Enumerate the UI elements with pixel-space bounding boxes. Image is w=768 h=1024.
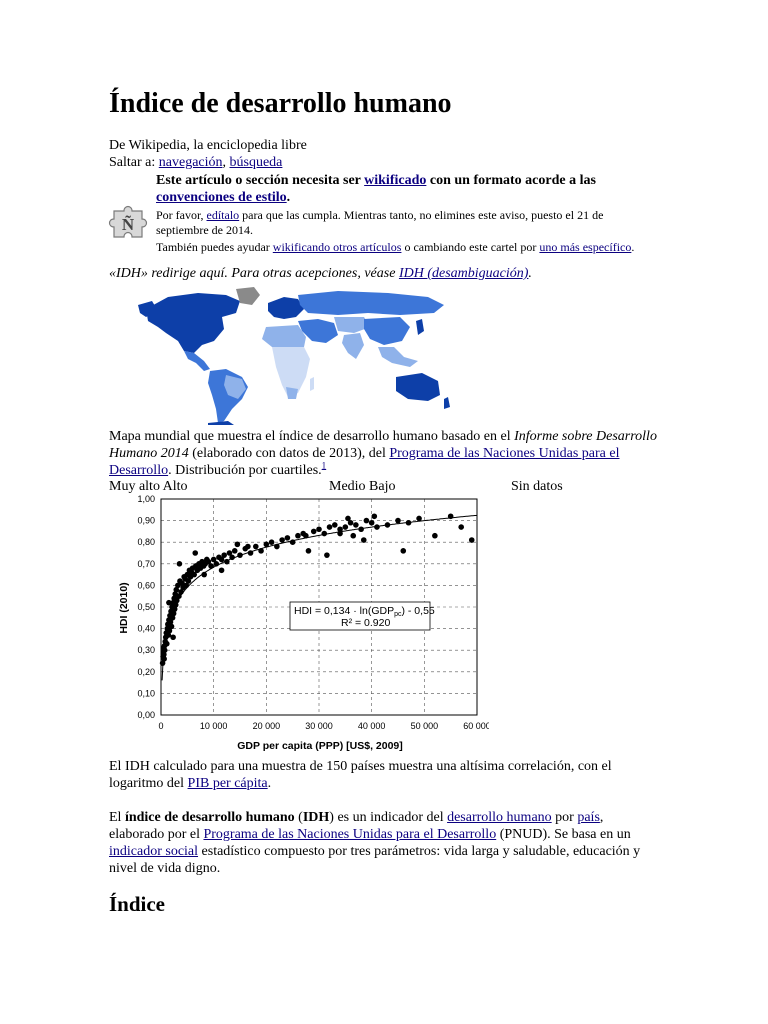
scatter-point bbox=[469, 537, 475, 543]
intro-paragraph bbox=[109, 809, 661, 877]
notice-help-mid: o cambiando este cartel por bbox=[401, 240, 540, 254]
scatter-point bbox=[311, 529, 317, 535]
scatter-point bbox=[169, 624, 175, 630]
y-tick-label: 0,20 bbox=[137, 666, 155, 677]
notice-line-edit bbox=[156, 208, 656, 238]
undp-link-caption[interactable]: Programa de las Naciones Unidas para el Desarrollo bbox=[109, 446, 620, 478]
hatnote-end: . bbox=[528, 266, 532, 281]
scatter-point bbox=[372, 513, 378, 519]
y-tick-label: 0,90 bbox=[137, 515, 155, 526]
map-north-america bbox=[146, 293, 240, 353]
y-tick-label: 0,50 bbox=[137, 602, 155, 612]
navigation-link[interactable]: navegación bbox=[158, 155, 223, 170]
y-tick-label: 0,80 bbox=[137, 537, 155, 548]
notice-title-end: . bbox=[286, 190, 291, 205]
edit-link[interactable]: edítalo bbox=[206, 208, 240, 222]
search-link[interactable]: búsqueda bbox=[229, 155, 283, 170]
scatter-point bbox=[221, 552, 227, 558]
x-tick-label: 60 000 bbox=[463, 721, 489, 731]
jump-links bbox=[109, 154, 282, 171]
x-tick-label: 20 000 bbox=[252, 721, 281, 731]
hatnote bbox=[109, 265, 532, 282]
country-link[interactable]: país bbox=[577, 810, 600, 825]
map-india bbox=[342, 333, 364, 359]
x-tick-label: 10 000 bbox=[199, 721, 228, 731]
scatter-point bbox=[316, 526, 322, 532]
scatter-point bbox=[269, 539, 275, 545]
map-europe bbox=[268, 297, 304, 319]
intro-text-4: por bbox=[551, 810, 578, 825]
x-axis-label: GDP per capita (PPP) [US$, 2009] bbox=[237, 740, 403, 752]
jump-separator: , bbox=[222, 155, 230, 170]
scatter-point bbox=[245, 544, 251, 550]
scatter-point bbox=[400, 548, 406, 554]
notice-edit-post: para que las cumpla. Mientras tanto, no elimines este aviso, puesto el 21 de septiembre de 2014. bbox=[156, 208, 604, 237]
scatter-point bbox=[219, 567, 225, 573]
scatter-point bbox=[416, 516, 422, 522]
scatter-point bbox=[321, 531, 327, 537]
notice-line-help bbox=[156, 240, 656, 255]
from-line bbox=[109, 137, 307, 154]
puzzle-icon bbox=[106, 199, 152, 245]
notice-box bbox=[156, 172, 656, 255]
notice-help-end: . bbox=[631, 240, 635, 254]
x-tick-label: 0 bbox=[158, 721, 164, 731]
reference-link[interactable]: 1 bbox=[321, 460, 327, 471]
disambiguation-link[interactable]: IDH (desambiguación) bbox=[398, 266, 529, 281]
map-southeast-asia bbox=[378, 347, 418, 367]
chart-caption-text: El IDH calculado para una muestra de 150 países muestra una altísima correlación, con el logaritmo del bbox=[109, 759, 612, 791]
scatter-point bbox=[177, 561, 183, 567]
scatter-point bbox=[343, 524, 349, 530]
map-greenland bbox=[236, 287, 260, 305]
undp-link-intro[interactable]: Programa de las Naciones Unidas para el Desarrollo bbox=[203, 827, 497, 842]
hatnote-text: «IDH» redirige aquí. Para otras acepciones, véase bbox=[109, 266, 399, 281]
wikify-others-link[interactable]: wikificando otros artículos bbox=[272, 240, 402, 254]
scatter-point bbox=[324, 552, 330, 558]
equation-text: HDI = 0,134 · ln(GDPpc) - 0,55 bbox=[294, 605, 435, 618]
map-central-america bbox=[184, 351, 210, 371]
map-caption-italic: Informe sobre Desarrollo Humano 2014 bbox=[109, 429, 657, 461]
scatter-point bbox=[345, 516, 351, 522]
intro-bold-abbr: IDH bbox=[302, 810, 330, 825]
scatter-point bbox=[192, 550, 198, 556]
scatter-point bbox=[161, 656, 167, 662]
scatter-point bbox=[235, 542, 241, 548]
r-squared-text: R² = 0.920 bbox=[341, 617, 391, 629]
scatter-point bbox=[364, 518, 370, 524]
x-tick-label: 50 000 bbox=[410, 721, 439, 731]
intro-text-5: , elaborado por el bbox=[109, 810, 604, 842]
map-japan bbox=[416, 319, 424, 335]
social-indicator-link[interactable]: indicador social bbox=[109, 844, 199, 859]
notice-title-text: Este artículo o sección necesita ser bbox=[156, 173, 365, 188]
chart-caption-end: . bbox=[267, 776, 272, 791]
world-hdi-map bbox=[138, 287, 450, 425]
section-heading-index: Índice bbox=[109, 892, 166, 916]
y-tick-label: 0,40 bbox=[137, 623, 155, 634]
gdp-per-capita-link[interactable]: PIB per cápita bbox=[187, 776, 268, 791]
intro-text-1: El bbox=[109, 810, 125, 825]
scatter-point bbox=[170, 634, 176, 640]
y-tick-label: 0,60 bbox=[137, 580, 155, 591]
scatter-point bbox=[295, 533, 301, 539]
intro-text-6: (PNUD). Se basa en un bbox=[496, 827, 631, 842]
scatter-point bbox=[306, 548, 312, 554]
notice-edit-pre: Por favor, bbox=[156, 208, 207, 222]
map-russia bbox=[298, 291, 444, 315]
hdi-gdp-scatter-chart bbox=[109, 492, 489, 756]
x-tick-label: 40 000 bbox=[357, 721, 386, 731]
intro-text-3: ) es un indicador del bbox=[329, 810, 448, 825]
map-south-africa bbox=[286, 387, 298, 399]
map-caption-mid: (elaborado con datos de 2013), del bbox=[188, 446, 390, 461]
map-caption-text: Mapa mundial que muestra el índice de desarrollo humano basado en el bbox=[109, 429, 515, 444]
more-specific-link[interactable]: uno más específico bbox=[539, 240, 632, 254]
map-caption bbox=[109, 428, 661, 479]
intro-text-7: estadístico compuesto por tres parámetros: vida larga y saludable, educación y nivel de vida digno. bbox=[109, 844, 641, 876]
y-tick-label: 0,30 bbox=[137, 645, 155, 656]
human-development-link[interactable]: desarrollo humano bbox=[447, 810, 552, 825]
map-africa-north bbox=[262, 325, 306, 349]
x-tick-label: 30 000 bbox=[305, 721, 333, 731]
scatter-point bbox=[327, 524, 333, 530]
page-title: Índice de desarrollo humano bbox=[109, 88, 452, 119]
map-australia bbox=[396, 373, 440, 401]
scatter-point bbox=[166, 600, 172, 606]
scatter-point bbox=[395, 518, 401, 524]
scatter-point bbox=[361, 537, 367, 543]
map-china bbox=[364, 317, 410, 345]
notice-help-pre: También puedes ayudar bbox=[156, 240, 273, 254]
y-tick-label: 0,10 bbox=[137, 688, 155, 699]
scatter-point bbox=[279, 537, 285, 543]
y-axis-label: HDI (2010) bbox=[118, 582, 130, 634]
puzzle-letter: Ñ bbox=[121, 215, 135, 234]
scatter-point bbox=[353, 522, 359, 528]
legend-no-data: Sin datos bbox=[511, 479, 563, 494]
chart-caption bbox=[109, 758, 661, 792]
chart-svg bbox=[109, 492, 489, 756]
notice-title bbox=[156, 172, 656, 206]
map-caption-post: . Distribución por cuartiles. bbox=[168, 463, 322, 478]
equation-box bbox=[290, 602, 435, 630]
y-tick-label: 0,70 bbox=[137, 558, 155, 569]
style-conventions-link[interactable]: convenciones de estilo bbox=[156, 190, 287, 205]
y-tick-label: 1,00 bbox=[137, 494, 155, 504]
intro-bold-term: índice de desarrollo humano bbox=[124, 810, 295, 825]
scatter-point bbox=[285, 535, 291, 541]
map-madagascar bbox=[310, 377, 314, 391]
scatter-point bbox=[332, 522, 338, 528]
scatter-point bbox=[253, 544, 259, 550]
notice-title-mid: con un formato acorde a las bbox=[426, 173, 596, 188]
map-new-zealand bbox=[444, 397, 450, 409]
scatter-point bbox=[232, 548, 238, 554]
scatter-point bbox=[432, 533, 438, 539]
intro-text-2: ( bbox=[294, 810, 303, 825]
from-line-text: De Wikipedia, la enciclopedia libre bbox=[109, 138, 307, 153]
scatter-point bbox=[369, 520, 375, 526]
y-tick-label: 0,00 bbox=[137, 710, 155, 720]
fit-curve bbox=[162, 515, 477, 680]
jump-prefix: Saltar a: bbox=[109, 155, 159, 170]
legend-medium-low: Medio Bajo bbox=[329, 479, 396, 494]
scatter-point bbox=[350, 533, 356, 539]
scatter-point bbox=[458, 524, 464, 530]
legend-very-high-high: Muy alto Alto bbox=[109, 479, 188, 494]
wikificado-link[interactable]: wikificado bbox=[364, 173, 427, 188]
